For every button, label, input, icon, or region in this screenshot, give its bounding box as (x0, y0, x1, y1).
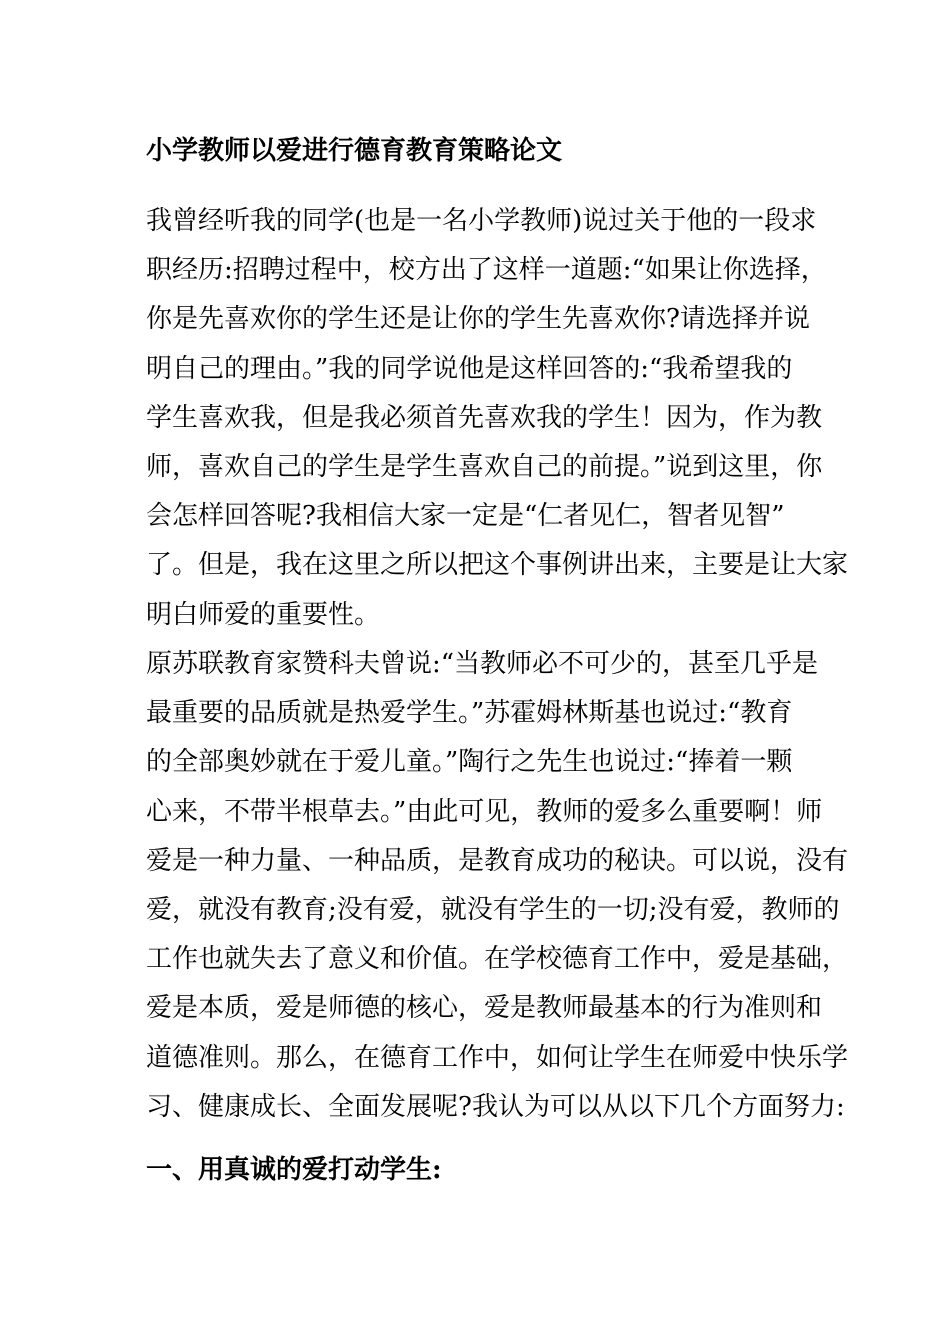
paragraph-line: 师，喜欢自己的学生是学生喜欢自己的前提。”说到这里，你 (146, 451, 823, 482)
paragraph-line: 职经历:招聘过程中，校方出了这样一道题:“如果让你选择， (146, 255, 827, 286)
paragraph-line: 学生喜欢我，但是我必须首先喜欢我的学生！因为，作为教 (146, 402, 823, 433)
paragraph-2 (146, 640, 849, 1132)
paragraph-line: 的全部奥妙就在于爱儿童。”陶行之先生也说过:“捧着一颗 (146, 747, 793, 778)
document-title: 小学教师以爱进行德育教育策略论文 (146, 136, 563, 166)
paragraph-line: 爱是本质，爱是师德的核心，爱是教师最基本的行为准则和 (146, 993, 823, 1024)
paragraph-line: 最重要的品质就是热爱学生。”苏霍姆林斯基也说过:“教育 (146, 698, 793, 729)
paragraph-line: 了。但是，我在这里之所以把这个事例讲出来，主要是让大家 (146, 550, 849, 581)
paragraph-line: 明白师爱的重要性。 (146, 599, 381, 630)
paragraph-line: 心来，不带半根草去。”由此可见，教师的爱多么重要啊！师 (146, 796, 823, 827)
paragraph-line: 习、健康成长、全面发展呢?我认为可以从以下几个方面努力: (146, 1091, 845, 1122)
paragraph-line: 原苏联教育家赞科夫曾说:“当教师必不可少的，甚至几乎是 (146, 649, 819, 679)
paragraph-line: 爱是一种力量、一种品质，是教育成功的秘诀。可以说，没有 (146, 845, 849, 876)
paragraph-line: 工作也就失去了意义和价值。在学校德育工作中，爱是基础， (146, 944, 849, 975)
paragraph-line: 我曾经听我的同学(也是一名小学教师)说过关于他的一段求 (146, 206, 817, 236)
paragraph-1 (146, 197, 849, 640)
paragraph-line: 爱，就没有教育;没有爱，就没有学生的一切;没有爱，教师的 (146, 894, 840, 925)
paragraph-line: 你是先喜欢你的学生还是让你的学生先喜欢你?请选择并说 (146, 304, 810, 335)
section-heading: 一、用真诚的爱打动学生: (146, 1155, 442, 1185)
paragraph-line: 会怎样回答呢?我相信大家一定是“仁者见仁，智者见智” (146, 501, 785, 532)
paragraph-line: 道德准则。那么，在德育工作中，如何让学生在师爱中快乐学 (146, 1042, 849, 1073)
paragraph-line: 明自己的理由。”我的同学说他是这样回答的:“我希望我的 (146, 353, 793, 384)
